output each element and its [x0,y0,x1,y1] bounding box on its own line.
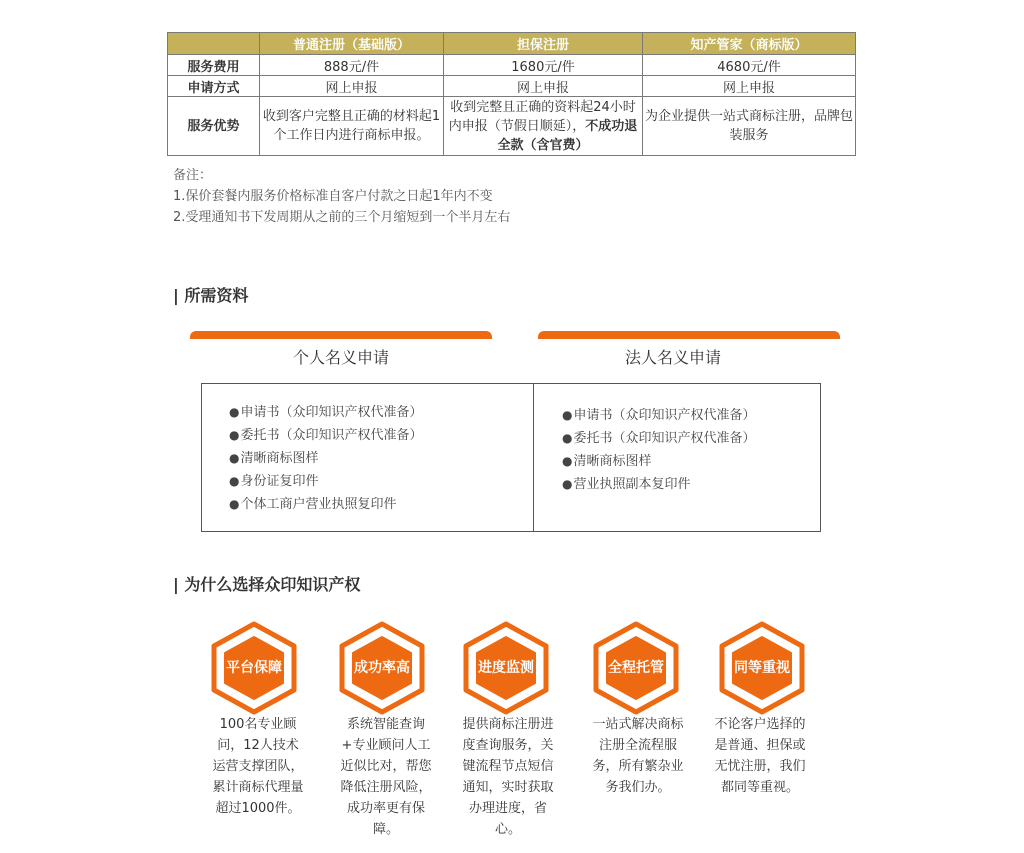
list-item: ● 申请书（众印知识产权代准备） [562,404,756,427]
method-label: 申请方式 [168,76,260,97]
feature-badge-label [338,620,426,716]
notes-title: 备注： [173,168,213,183]
advantage-guarantee-text: 收到完整且正确的资料起24小时内申报（节假日顺延）， [448,99,636,134]
feature-desc-progress: 提供商标注册进度查询服务，关键流程节点短信通知，实时获取办理进度，省心。 [462,717,554,837]
header-butler: 知产管家（商标版） [643,33,856,55]
badge-line: 重视 [762,659,790,676]
method-guarantee: 网上申报 [444,76,643,97]
pricing-header-row [168,33,856,55]
hexagon-badge-icon [592,620,684,716]
badge-line: 托管 [636,659,664,676]
advantage-guarantee-refund: 不成功退全款（含官费） [497,118,638,153]
fee-basic: 888元/件 [260,55,444,76]
personal-materials-list [229,401,423,516]
badge-line: 率高 [382,659,410,676]
list-item: ● 申请书（众印知识产权代准备） [229,401,423,424]
badge-line: 成功 [354,659,382,676]
materials-section-title: | 所需资料 [173,286,249,305]
notes [173,165,510,228]
method-butler: 网上申报 [643,76,856,97]
advantage-butler: 为企业提供一站式商标注册，品牌包装服务 [643,97,856,156]
hexagon-badge-icon [462,620,554,716]
personal-tab-title: 个人名义申请 [292,348,389,367]
pricing-table [167,32,856,156]
method-basic: 网上申报 [260,76,444,97]
personal-tab-strip [190,331,492,339]
header-guarantee: 担保注册 [444,33,643,55]
feature-success-rate [338,620,438,716]
feature-desc-equal: 不论客户选择的是普通、担保或无忧注册，我们都同等重视。 [714,717,806,795]
list-item: ● 委托书（众印知识产权代准备） [229,424,423,447]
why-section-title: | 为什么选择众印知识产权 [173,575,361,594]
feature-desc-platform: 100名专业顾问，12人技术运营支撑团队，累计商标代理量超过1000件。 [212,717,304,816]
fee-guarantee: 1680元/件 [444,55,643,76]
feature-desc-hosting: 一站式解决商标注册全流程服务，所有繁杂业务我们办。 [592,717,684,795]
advantage-basic: 收到客户完整且正确的材料起1个工作日内进行商标申报。 [260,97,444,156]
feature-badge-label [462,620,550,716]
list-item: ● 营业执照副本复印件 [562,473,756,496]
list-item: ● 清晰商标图样 [562,450,756,473]
hexagon-badge-icon [338,620,430,716]
company-tab-strip [538,331,840,339]
list-item: ● 委托书（众印知识产权代准备） [562,427,756,450]
feature-equal [718,620,818,716]
badge-line: 平台 [226,659,254,676]
company-materials-list [562,404,756,496]
fee-label: 服务费用 [168,55,260,76]
company-tab-title: 法人名义申请 [624,348,721,367]
feature-progress [462,620,562,716]
hexagon-badge-icon [718,620,810,716]
feature-platform [210,620,310,716]
badge-line: 全程 [608,659,636,676]
list-item: ● 个体工商户营业执照复印件 [229,493,423,516]
list-item: ● 身份证复印件 [229,470,423,493]
badge-line: 监测 [506,659,534,676]
fee-butler: 4680元/件 [643,55,856,76]
feature-badge-label [210,620,298,716]
badge-line: 进度 [478,659,506,676]
badge-line: 同等 [734,659,762,676]
method-row [168,76,856,97]
note-item: 2.受理通知书下发周期从之前的三个月缩短到一个半月左右 [173,210,511,225]
advantage-guarantee [444,97,643,156]
feature-desc-success: 系统智能查询+专业顾问人工近似比对，帮您降低注册风险，成功率更有保障。 [340,717,432,837]
header-empty [168,33,260,55]
note-item: 1.保价套餐内服务价格标准自客户付款之日起1年内不变 [173,189,493,204]
header-basic: 普通注册（基础版） [260,33,444,55]
badge-line: 保障 [254,659,282,676]
list-item: ● 清晰商标图样 [229,447,423,470]
materials-divider [533,383,534,532]
feature-badge-label [718,620,806,716]
hexagon-badge-icon [210,620,302,716]
fee-row [168,55,856,76]
advantage-row [168,97,856,156]
feature-badge-label [592,620,680,716]
advantage-label: 服务优势 [168,97,260,156]
feature-hosting [592,620,692,716]
